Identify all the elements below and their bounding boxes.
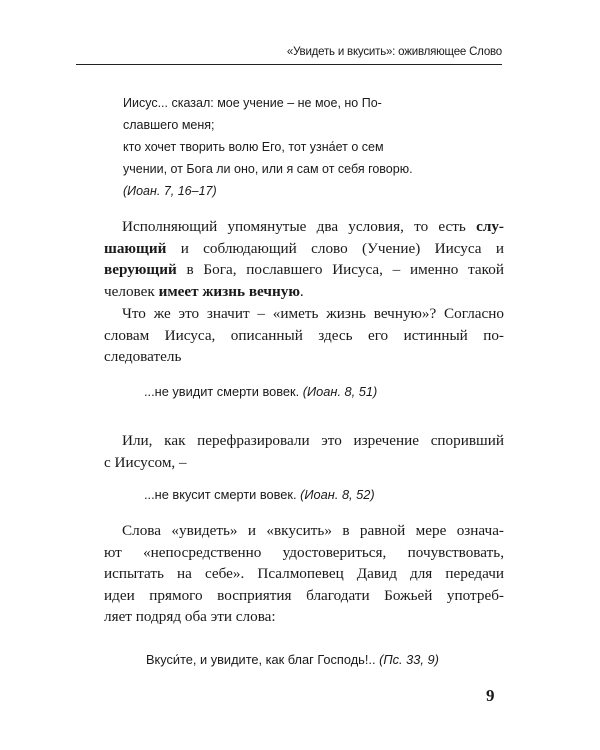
- paragraph-line: идеи прямого восприятия благодати Божьей употреб-: [104, 586, 504, 604]
- quote-line: Иисус... сказал: мое учение – не мое, но По-: [123, 96, 382, 110]
- text-run: .: [299, 282, 304, 300]
- text-run: в Бога, пославшего Иисуса, – именно такой: [176, 261, 504, 278]
- bold-text: шающий: [104, 239, 167, 257]
- scripture-quote-john-8-52: [144, 487, 544, 502]
- paragraph-line: ляет подряд оба эти слова:: [104, 608, 276, 625]
- paragraph-line: [104, 238, 504, 260]
- quote-text: Вкуси́те, и увидите, как благ Господь!..: [146, 652, 380, 667]
- paragraph-4: [104, 520, 504, 628]
- paragraph-line: словам Иисуса, описанный здесь его истинный по-: [104, 326, 504, 344]
- paragraph-line: [104, 281, 504, 303]
- paragraph-line: Что же это значит – «иметь жизнь вечную»? Согласно: [122, 305, 504, 322]
- paragraph-line: с Иисусом, –: [104, 453, 187, 471]
- quote-citation: (Иоан. 8, 52): [300, 487, 375, 502]
- paragraph-line: испытать на себе». Псалмопевец Давид для передачи: [104, 565, 504, 582]
- running-header: [76, 46, 502, 65]
- paragraph-1: [104, 216, 504, 302]
- bold-text: имеет жизнь вечную: [158, 282, 300, 300]
- quote-text: ...не увидит смерти вовек.: [144, 384, 303, 399]
- paragraph-line: следователь: [104, 348, 182, 365]
- bold-text: слу-: [476, 218, 504, 235]
- page-number: 9: [486, 686, 495, 705]
- quote-citation: (Иоан. 7, 16–17): [123, 184, 217, 198]
- text-run: человек: [104, 282, 159, 300]
- quote-citation: (Пс. 33, 9): [379, 652, 439, 667]
- text-run: и соблюдающий слово (Учение) Иисуса и: [166, 239, 504, 257]
- paragraph-line: Слова «увидеть» и «вкусить» в равной мере означа-: [122, 522, 504, 539]
- paragraph-line: [104, 216, 504, 238]
- text-run: Исполняющий упомянутые два условия, то есть: [122, 218, 477, 235]
- scripture-quote-psalm-33: [146, 652, 546, 667]
- paragraph-line: ют «непосредственно удостовериться, почувствовать,: [104, 543, 504, 561]
- paragraph-line: Или, как перефразировали это изречение споривший: [122, 432, 504, 449]
- quote-line: кто хочет творить волю Его, тот узна́ет о сем: [123, 140, 384, 154]
- quote-line: учении, от Бога ли оно, или я сам от себя говорю.: [123, 162, 413, 176]
- paragraph-3: [104, 430, 504, 473]
- paragraph-line: [104, 259, 504, 281]
- quote-line: славшего меня;: [123, 118, 215, 132]
- running-title: «Увидеть и вкусить»: оживляющее Слово: [286, 46, 502, 58]
- bold-text: верующий: [104, 261, 177, 278]
- scripture-quote-john-8-51: [144, 384, 544, 399]
- scripture-quote-john-7: [123, 92, 483, 202]
- paragraph-2: [104, 303, 504, 368]
- quote-citation: (Иоан. 8, 51): [302, 384, 378, 399]
- quote-text: ...не вкусит смерти вовек.: [144, 487, 301, 502]
